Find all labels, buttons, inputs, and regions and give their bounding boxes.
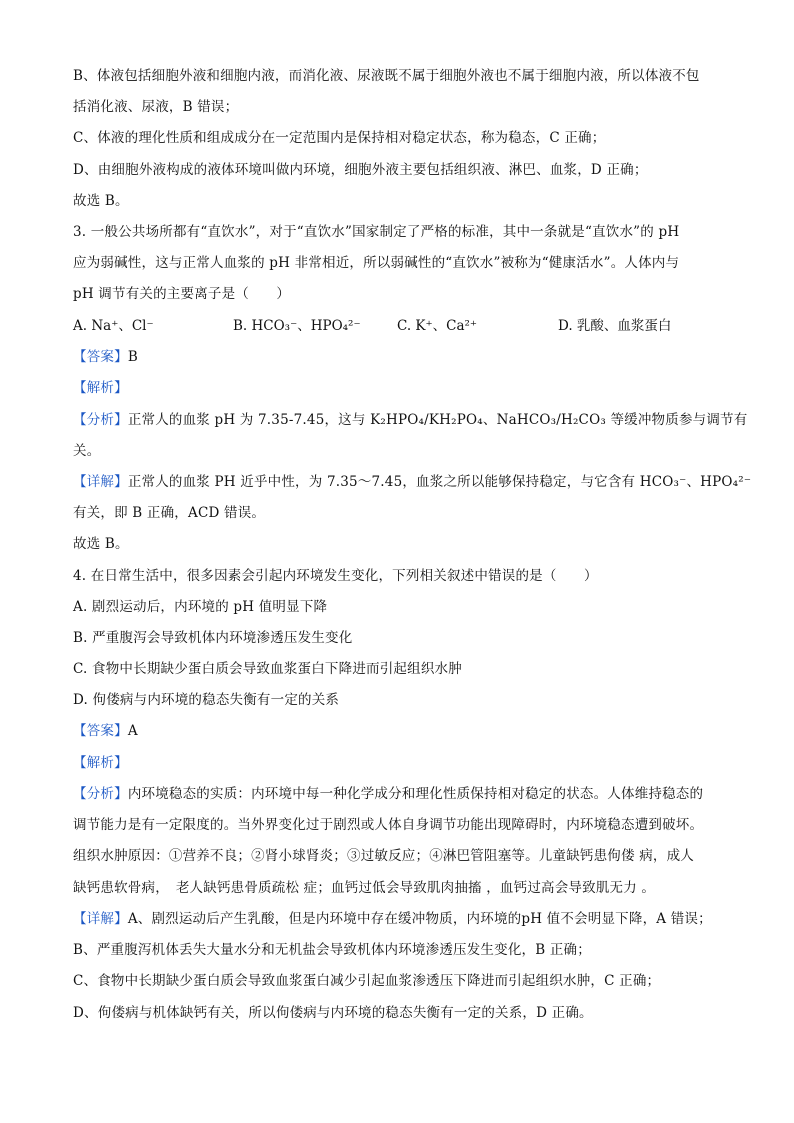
- xiangjie-text: 正常人的血浆 PH 近乎中性，为 7.35～7.45，血浆之所以能够保持稳定，与它含有 HCO₃⁻、HPO₄²⁻: [127, 474, 752, 490]
- answer-value: B: [127, 349, 138, 365]
- text-line: 故选 B。: [73, 193, 129, 209]
- q3-option-a: A. Na⁺、Cl⁻: [73, 318, 154, 334]
- xiangjie-tag: 【详解】: [73, 474, 128, 490]
- q3-fenxi: [73, 410, 748, 430]
- text-line: D、由细胞外液构成的液体环境叫做内环境，细胞外液主要包括组织液、淋巴、血浆，D 正确；: [73, 162, 648, 178]
- q3-option-b: B. HCO₃⁻、HPO₄²⁻: [233, 318, 361, 334]
- q3-xiangjie: [73, 472, 752, 492]
- question-3-stem: 3. 一般公共场所都有“直饮水”，对于“直饮水”国家制定了严格的标准，其中一条就是“直饮水”的 pH: [73, 224, 680, 240]
- text-line: B、严重腹泻机体丢失大量水分和无机盐会导致机体内环境渗透压发生变化，B 正确；: [73, 942, 591, 958]
- text-line: 调节能力是有一定限度的。当外界变化过于剧烈或人体自身调节功能出现障碍时，内环境稳态遭到破坏。: [73, 817, 704, 833]
- q3-analysis-tag: [73, 378, 723, 398]
- q4-option-d: D. 佝偻病与内环境的稳态失衡有一定的关系: [73, 692, 340, 708]
- text-line: 关。: [73, 443, 101, 459]
- fenxi-text: 正常人的血浆 pH 为 7.35-7.45，这与 K₂HPO₄/KH₂PO₄、NaHCO₃/H₂CO₃ 等缓冲物质参与调节有: [127, 412, 748, 428]
- fenxi-text: 内环境稳态的实质：内环境中每一种化学成分和理化性质保持相对稳定的状态。人体维持稳态的: [127, 786, 704, 802]
- q3-answer: [73, 347, 723, 367]
- q4-option-a: A. 剧烈运动后，内环境的 pH 值明显下降: [73, 599, 328, 615]
- answer-tag: 【答案】: [73, 723, 128, 739]
- q4-xiangjie: [73, 909, 723, 929]
- analysis-tag: 【解析】: [73, 755, 128, 771]
- q3-option-d: D. 乳酸、血浆蛋白: [558, 318, 672, 334]
- text-line: 故选 B。: [73, 536, 129, 552]
- text-line: 括消化液、尿液，B 错误；: [73, 99, 239, 115]
- xiangjie-tag: 【详解】: [73, 911, 128, 927]
- q4-fenxi: [73, 784, 723, 804]
- q4-analysis-tag: [73, 753, 723, 773]
- text-line: 有关，即 B 正确，ACD 错误。: [73, 505, 266, 521]
- q4-answer: [73, 721, 723, 741]
- text-line: 缺钙患软骨病， 老人缺钙患骨质疏松 症；血钙过低会导致肌肉抽搐 ，血钙过高会导致肌无力 。: [73, 880, 656, 896]
- answer-value: A: [127, 723, 138, 739]
- fenxi-tag: 【分析】: [73, 412, 128, 428]
- question-3-stem: 应为弱碱性，这与正常人血浆的 pH 非常相近，所以弱碱性的“直饮水”被称为“健康活水”。人体内与: [73, 255, 680, 271]
- xiangjie-text: A、剧烈运动后产生乳酸，但是内环境中存在缓冲物质，内环境的pH 值不会明显下降，A 错误；: [127, 911, 712, 927]
- analysis-tag: 【解析】: [73, 380, 128, 396]
- text-line: C、体液的理化性质和组成成分在一定范围内是保持相对稳定状态，称为稳态，C 正确；: [73, 130, 606, 146]
- text-line: C、食物中长期缺少蛋白质会导致血浆蛋白减少引起血浆渗透压下降进而引起组织水肿，C 正确；: [73, 973, 661, 989]
- fenxi-tag: 【分析】: [73, 786, 128, 802]
- text-line: 组织水肿原因：①营养不良；②肾小球肾炎；③过敏反应；④淋巴管阻塞等。儿童缺钙患佝偻 病，成人: [73, 848, 694, 864]
- question-4-stem: 4. 在日常生活中，很多因素会引起内环境发生变化，下列相关叙述中错误的是（ ）: [73, 568, 598, 584]
- q4-option-c: C. 食物中长期缺少蛋白质会导致血浆蛋白下降进而引起组织水肿: [73, 661, 462, 677]
- q3-option-c: C. K⁺、Ca²⁺: [397, 318, 478, 334]
- question-3-stem: pH 调节有关的主要离子是（ ）: [73, 286, 291, 302]
- q4-option-b: B. 严重腹泻会导致机体内环境渗透压发生变化: [73, 630, 353, 646]
- text-line: D、佝偻病与机体缺钙有关，所以佝偻病与内环境的稳态失衡有一定的关系，D 正确。: [73, 1005, 593, 1021]
- text-line: B、体液包括细胞外液和细胞内液，而消化液、尿液既不属于细胞外液也不属于细胞内液，所以体液不包: [73, 68, 700, 84]
- answer-tag: 【答案】: [73, 349, 128, 365]
